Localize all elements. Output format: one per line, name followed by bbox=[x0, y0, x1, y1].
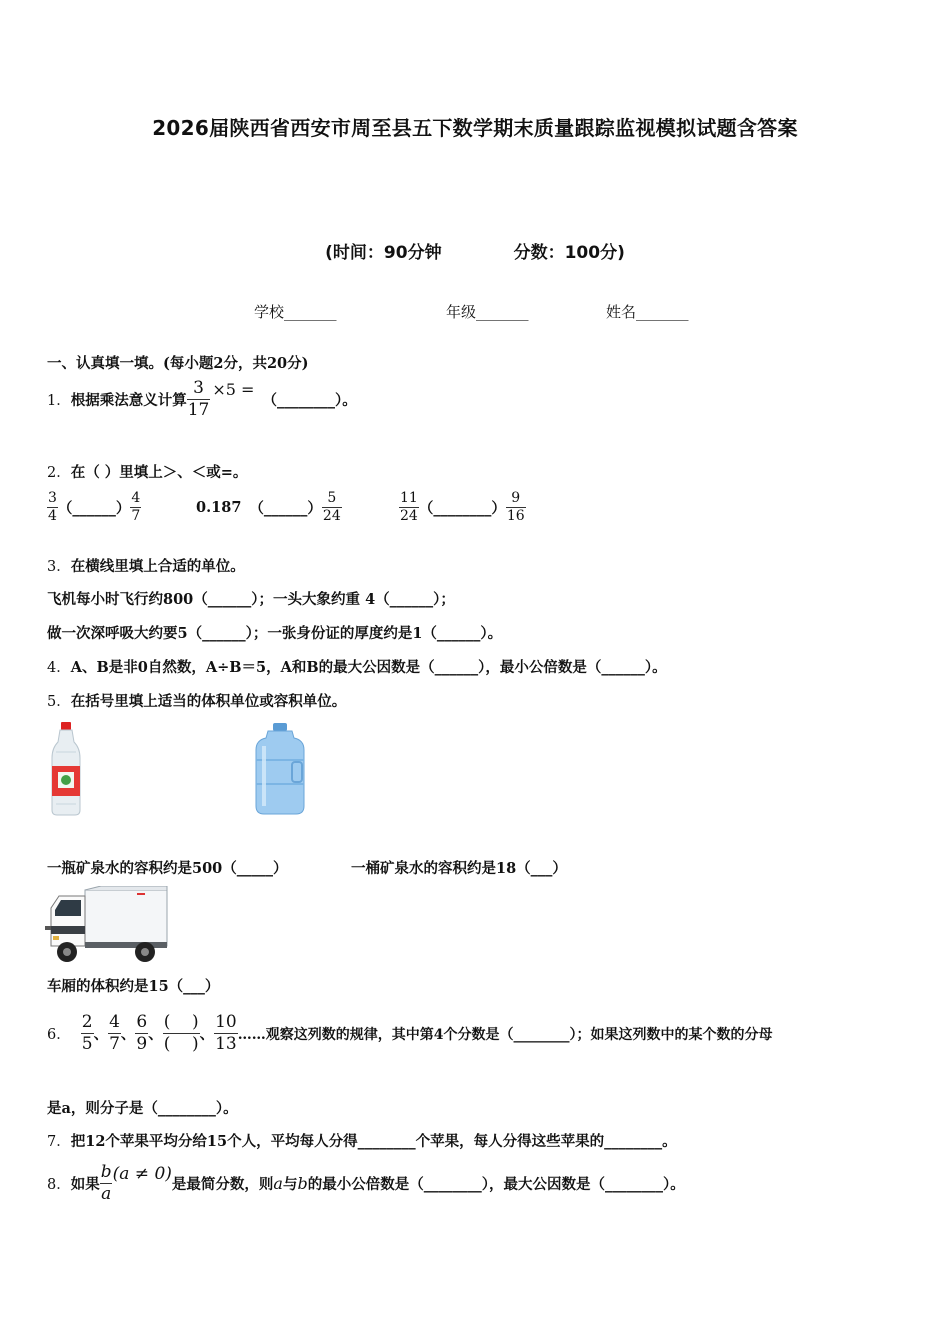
time-limit: (时间：90分钟 bbox=[325, 243, 442, 263]
denominator: 24 bbox=[400, 508, 418, 524]
denominator: 9 bbox=[136, 1034, 148, 1054]
page-title: 2026届陕西省西安市周至县五下数学期末质量跟踪监视模拟试题含答案 bbox=[152, 116, 798, 140]
q2-text: 在（ ）里填上＞、＜或=。 bbox=[70, 464, 248, 481]
q6-separator: 、 bbox=[148, 1026, 163, 1043]
numerator: 6 bbox=[136, 1012, 148, 1032]
numerator: 10 bbox=[215, 1012, 237, 1032]
numerator: 2 bbox=[81, 1012, 93, 1032]
question-7 bbox=[47, 1130, 677, 1151]
truck-image bbox=[45, 886, 169, 964]
q5-line-1b: 一桶矿泉水的容积约是18（___） bbox=[351, 860, 567, 877]
q2-compare-2 bbox=[196, 490, 342, 525]
denominator: 4 bbox=[48, 508, 57, 524]
q3-text: 在横线里填上合适的单位。 bbox=[70, 558, 245, 575]
water-jug-image bbox=[252, 722, 308, 816]
mineral-water-bottle-image bbox=[47, 720, 85, 818]
q1-number: 1． bbox=[47, 393, 71, 409]
q1-expression: ×5 = bbox=[212, 380, 255, 399]
numerator: 9 bbox=[511, 490, 521, 506]
exam-meta bbox=[0, 238, 950, 263]
question-3 bbox=[47, 555, 245, 576]
q6-fraction-4-blank bbox=[163, 1012, 200, 1055]
q2-number: 2． bbox=[47, 465, 71, 481]
denominator: a bbox=[101, 1184, 112, 1204]
q6-separator: 、 bbox=[199, 1026, 215, 1043]
q2-2-left-value: 0.187 bbox=[196, 499, 242, 516]
q8-text-b: 是最简分数，则 bbox=[171, 1176, 274, 1193]
q8-fraction bbox=[100, 1162, 113, 1205]
q5-line-1a: 一瓶矿泉水的容积约是500（_____） bbox=[47, 860, 288, 877]
numerator: 4 bbox=[109, 1012, 120, 1032]
denominator: 5 bbox=[81, 1034, 93, 1054]
q1-frac-numerator: 3 bbox=[193, 378, 204, 398]
school-field: 学校_______ bbox=[254, 303, 337, 321]
question-8 bbox=[47, 1162, 685, 1205]
q8-number: 8． bbox=[47, 1177, 71, 1193]
q8-text-c: 与 bbox=[282, 1176, 298, 1193]
q2-compare-1 bbox=[47, 490, 141, 525]
q2-compare-3 bbox=[399, 490, 526, 525]
q5-number: 5． bbox=[47, 694, 71, 710]
q6-text: ……观察这列数的规律，其中第4个分数是（________）；如果这列数中的某个数的分母 bbox=[237, 1026, 773, 1043]
q2-3-right-fraction bbox=[506, 490, 526, 525]
q5-text: 在括号里填上适当的体积单位或容积单位。 bbox=[70, 693, 347, 710]
numerator: ( ) bbox=[163, 1012, 199, 1032]
q1-frac-denominator: 17 bbox=[187, 400, 210, 420]
q8-variable-b: b bbox=[297, 1174, 308, 1193]
q3-number: 3． bbox=[47, 559, 71, 575]
q2-2-blank: （______） bbox=[249, 500, 322, 517]
q2-1-left-fraction bbox=[47, 490, 58, 525]
q6-fraction-1 bbox=[81, 1012, 94, 1055]
q1-text: 根据乘法意义计算 bbox=[70, 392, 187, 409]
question-5 bbox=[47, 690, 346, 711]
q8-condition: (a ≠ 0) bbox=[112, 1163, 172, 1184]
denominator: 16 bbox=[506, 508, 525, 524]
q8-text-d: 的最小公倍数是（________），最大公因数是（________）。 bbox=[307, 1176, 685, 1193]
grade-field: 年级_______ bbox=[446, 303, 529, 321]
numerator: b bbox=[100, 1162, 112, 1182]
q6-text-continued: 是a，则分子是（________）。 bbox=[47, 1100, 238, 1117]
q1-answer-blank: （________）。 bbox=[262, 392, 357, 409]
q1-fraction bbox=[187, 378, 211, 421]
q7-text: 把12个苹果平均分给15个人，平均每人分得________个苹果，每人分得这些苹果的________。 bbox=[70, 1133, 677, 1150]
q6-fraction-3 bbox=[135, 1012, 148, 1055]
q2-1-blank: （______） bbox=[57, 500, 131, 517]
q6-fraction-2 bbox=[108, 1012, 121, 1055]
numerator: 11 bbox=[400, 490, 418, 506]
question-2 bbox=[47, 461, 247, 482]
section-1-heading: 一、认真填一填。(每小题2分，共20分) bbox=[47, 355, 309, 372]
q2-1-right-fraction bbox=[130, 490, 141, 525]
q4-text: A、B是非0自然数，A÷B＝5，A和B的最大公因数是（______），最小公倍数是（______）。 bbox=[70, 659, 667, 676]
q8-variable-a: a bbox=[273, 1174, 283, 1193]
q2-2-right-fraction bbox=[322, 490, 342, 525]
numerator: 4 bbox=[131, 490, 141, 506]
denominator: 7 bbox=[109, 1034, 120, 1054]
denominator: 7 bbox=[131, 508, 141, 524]
numerator: 5 bbox=[327, 490, 337, 506]
q3-line-2: 做一次深呼吸大约要5（______）；一张身份证的厚度约是1（______）。 bbox=[47, 625, 503, 642]
q4-number: 4． bbox=[47, 660, 71, 676]
q6-number: 6． bbox=[47, 1027, 71, 1043]
q7-number: 7． bbox=[47, 1134, 71, 1150]
q6-separator: 、 bbox=[93, 1026, 109, 1043]
question-1 bbox=[47, 378, 357, 421]
question-4 bbox=[47, 656, 667, 677]
denominator: 13 bbox=[215, 1034, 237, 1054]
q3-line-1: 飞机每小时飞行约800（______）；一头大象约重 4（______）； bbox=[47, 591, 455, 608]
q6-separator: 、 bbox=[120, 1026, 136, 1043]
name-field: 姓名_______ bbox=[606, 303, 689, 321]
total-score: 分数：100分) bbox=[513, 243, 625, 263]
q5-line-2: 车厢的体积约是15（___） bbox=[47, 978, 220, 995]
q6-fraction-5 bbox=[214, 1012, 238, 1055]
denominator: 24 bbox=[322, 508, 341, 524]
q2-3-blank: （________） bbox=[418, 500, 506, 517]
denominator: ( ) bbox=[163, 1034, 199, 1054]
q8-text-a: 如果 bbox=[70, 1176, 100, 1193]
question-6 bbox=[47, 1012, 773, 1055]
q2-3-left-fraction bbox=[399, 490, 419, 525]
numerator: 3 bbox=[48, 490, 57, 506]
